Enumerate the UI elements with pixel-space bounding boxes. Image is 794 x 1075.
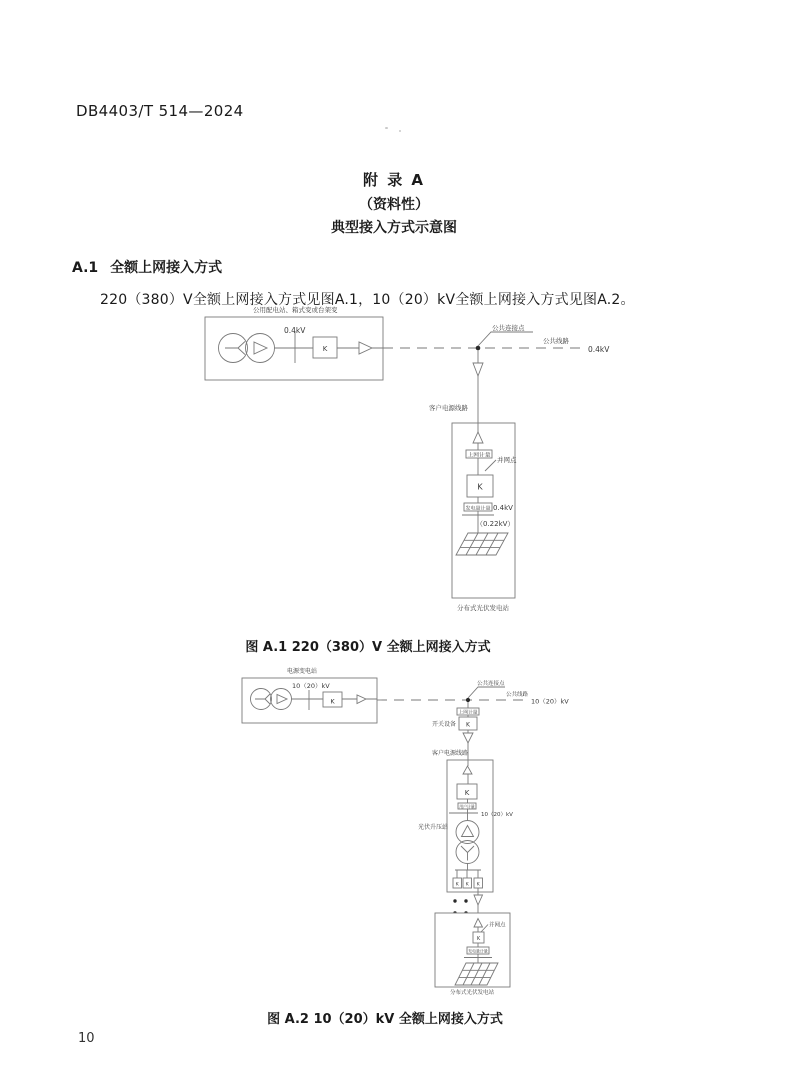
figure-a2-diagram <box>235 655 620 1000</box>
pv-breaker-label: K <box>476 936 481 943</box>
bus-voltage-label: 0.4kV <box>284 326 306 335</box>
figure-a1-caption: 图 A.1 220（380）V 全额上网接入方式 <box>245 640 491 655</box>
station-label: 公用配电站、箱式变或台架变 <box>253 306 338 314</box>
pcc-label: 公共连接点 <box>492 324 525 332</box>
grid-meter-label: 上网计量 <box>458 710 477 716</box>
appendix-heading: 典型接入方式示意图 <box>331 220 457 236</box>
pcc-leader-line <box>478 332 533 346</box>
grid-meter-label: 上网计量 <box>467 452 488 459</box>
arrow-down-icon <box>474 895 483 905</box>
section-number: A.1 <box>72 260 99 276</box>
feeder-breaker-label: K <box>455 882 459 888</box>
pv-station-label: 分布式光伏发电站 <box>450 990 495 996</box>
booster-breaker-label: K <box>464 788 470 797</box>
pcc-dot <box>466 698 470 702</box>
body-paragraph: 220（380）V全额上网接入方式见图A.1，10（20）kV全额上网接入方式见图A.2。 <box>100 292 635 308</box>
station-label: 电源变电站 <box>287 668 318 675</box>
booster-station-box <box>447 760 493 892</box>
breaker-label: K <box>330 697 335 706</box>
section-heading <box>72 257 222 277</box>
figure-a2-caption: 图 A.2 10（20）kV 全额上网接入方式 <box>267 1012 503 1027</box>
appendix-subtitle: （资料性） <box>359 197 429 213</box>
generation-meter-label: 发电量计量 <box>468 948 490 954</box>
scan-artifact <box>399 130 401 132</box>
bus-voltage-label: 10（20）kV <box>292 682 330 690</box>
booster-station-label: 光伏升压站 <box>418 824 449 831</box>
generation-meter-label: 发电量计量 <box>465 506 489 512</box>
page-number: 10 <box>78 1031 95 1046</box>
feeder-breaker-label: K <box>465 882 469 888</box>
standard-number: DB4403/T 514—2024 <box>76 102 244 120</box>
arrow-down-icon <box>463 733 473 743</box>
grid-point-label: 并网点 <box>497 456 517 464</box>
customer-line-label: 客户电源线路 <box>432 750 469 757</box>
generation-voltage-alt-label: （0.22kV） <box>476 520 515 528</box>
public-line-voltage: 0.4kV <box>588 345 610 354</box>
switch-breaker-label: K <box>466 721 470 729</box>
pv-breaker-label: K <box>477 482 483 492</box>
switchgear-label: 开关设备 <box>432 721 457 728</box>
pcc-dot <box>476 346 481 351</box>
generation-voltage-label: 0.4kV <box>493 504 513 512</box>
scan-artifact <box>385 127 388 129</box>
figure-a1-diagram <box>200 300 620 615</box>
user-meter-label: 用户计量 <box>459 804 477 809</box>
booster-voltage-label: 10（20）kV <box>481 812 513 818</box>
pv-station-label: 分布式光伏发电站 <box>457 604 509 612</box>
public-line-label: 公共线路 <box>506 692 529 698</box>
arrow-down-icon <box>473 363 483 376</box>
appendix-title: 附 录 A <box>362 171 426 189</box>
pcc-label: 公共连接点 <box>477 681 505 687</box>
section-title: 全额上网接入方式 <box>110 260 223 276</box>
customer-line-label: 客户电源线路 <box>429 404 468 412</box>
grid-point-label: 并网点 <box>489 922 506 929</box>
public-line-voltage: 10（20）kV <box>531 697 569 706</box>
feeder-breaker-label: K <box>476 882 480 888</box>
public-line-label: 公共线路 <box>543 337 569 345</box>
breaker-label: K <box>322 345 328 353</box>
pcc-leader-line <box>468 687 505 698</box>
